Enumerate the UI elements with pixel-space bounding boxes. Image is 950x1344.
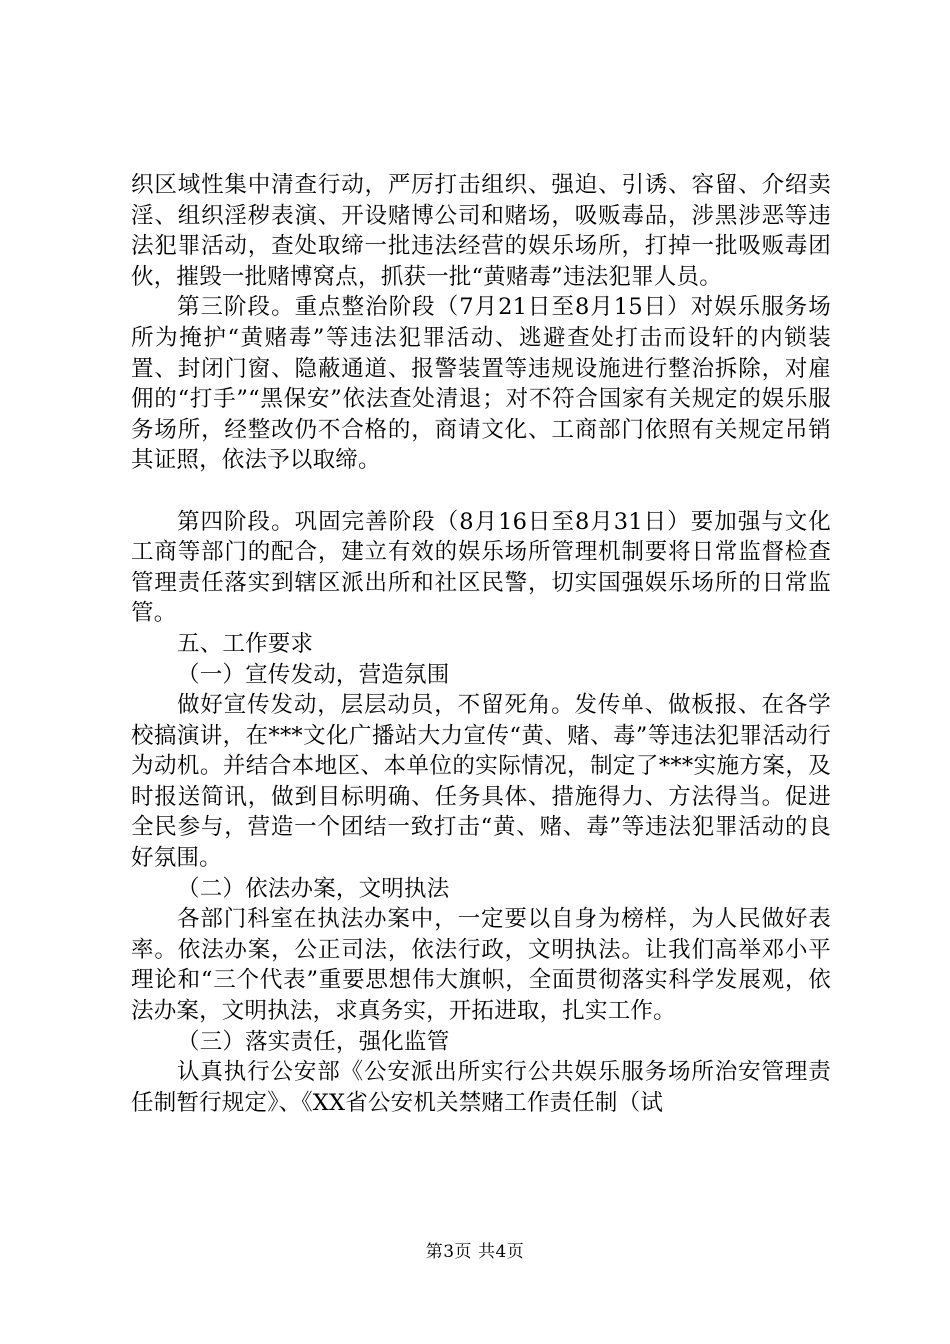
paragraph-stage-three: 第三阶段。重点整治阶段（7月21日至8月15日）对娱乐服务场所为掩护“黄赌毒”等违法犯罪活动、逃避查处打击而设轩的内锁装置、封闭门窗、隐蔽通道、报警装置等违规设施进行整治拆除，对雇佣的“打手”“黑保安”依法查处清退；对不符合国家有关规定的娱乐服务场所，经整改仍不合格的，商请文化、工商部门依照有关规定吊销其证照，依法予以取缔。	[131, 294, 831, 474]
subheading-responsibility: （三）落实责任，强化监管	[177, 1028, 450, 1055]
document-body	[131, 170, 831, 1118]
subheading-publicity: （一）宣传发动，营造氛围	[177, 661, 450, 688]
paragraph-stage-four: 第四阶段。巩固完善阶段（8月16日至8月31日）要加强与文化工商等部门的配合，建立有效的娱乐场所管理机制要将日常监督检查管理责任落实到辖区派出所和社区民警，切实国强娱乐场所的日常监管。	[131, 508, 831, 627]
paragraph-law-enforcement: 各部门科室在执法办案中，一定要以自身为榜样，为人民做好表率。依法办案，公正司法，依法行政，文明执法。让我们高举邓小平理论和“三个代表”重要思想伟大旗帜，全面贯彻落实科学发展观，依法办案，文明执法，求真务实，开拓进取，扎实工作。	[131, 906, 831, 1025]
paragraph-continuation: 织区域性集中清查行动，严厉打击组织、强迫、引诱、容留、介绍卖淫、组织淫秽表演、开设赌博公司和赌场，吸贩毒品，涉黑涉恶等违法犯罪活动，查处取缔一批违法经营的娱乐场所，打掉一批吸贩毒团伙，摧毁一批赌博窝点，抓获一批“黄赌毒”违法犯罪人员。	[131, 172, 831, 290]
paragraph-responsibility: 认真执行公安部《公安派出所实行公共娱乐服务场所治安管理责任制暂行规定》、《XX省公安机关禁赌工作责任制（试	[131, 1059, 831, 1116]
page-footer: 第3页 共4页	[425, 1242, 525, 1262]
paragraph-publicity: 做好宣传发动，层层动员，不留死角。发传单、做板报、在各学校搞演讲，在***文化广播站大力宣传“黄、赌、毒”等违法犯罪活动行为动机。并结合本地区、本单位的实际情况，制定了***实施方案，及时报送简讯，做到目标明确、任务具体、措施得力、方法得当。促进全民参与，营造一个团结一致打击“黄、赌、毒”等违法犯罪活动的良好氛围。	[131, 692, 831, 872]
subheading-law-enforcement: （二）依法办案，文明执法	[177, 875, 450, 902]
section-heading-work-requirements: 五、工作要求	[177, 630, 314, 657]
